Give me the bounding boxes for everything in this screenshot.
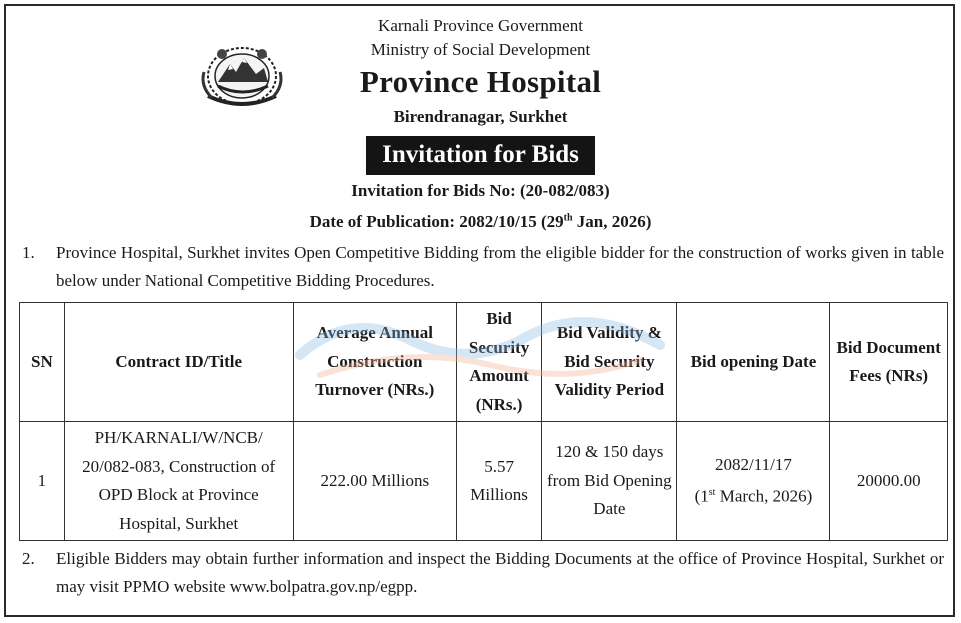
paragraph-2-number: 2. — [22, 549, 35, 568]
table-row — [20, 422, 948, 541]
paragraph-1-text: Province Hospital, Surkhet invites Open Competitive Bidding from the eligible bidder for the construction of works given in table below under National Competitive Bidding Procedures. — [56, 243, 944, 290]
table-header-row — [20, 303, 948, 422]
header-opening: Bid opening Date — [677, 303, 830, 422]
hospital-location: Birendranagar, Surkhet — [393, 107, 568, 126]
government-name: Karnali Province Government — [378, 16, 583, 35]
cell-sn: 1 — [20, 422, 65, 541]
ministry-name: Ministry of Social Development — [370, 40, 591, 59]
publication-date: Date of Publication: 2082/10/15 (29th Jan, 2026) — [309, 212, 652, 231]
bid-table — [19, 302, 948, 541]
cell-validity: 120 & 150 days from Bid Opening Date — [542, 422, 677, 541]
paragraph-1 — [22, 239, 944, 295]
header-contract: Contract ID/Title — [64, 303, 293, 422]
header-validity: Bid Validity & Bid Security Validity Period — [542, 303, 677, 422]
cell-opening: 2082/11/17 (1st March, 2026) — [677, 422, 830, 541]
cell-turnover: 222.00 Millions — [293, 422, 456, 541]
cell-fees: 20000.00 — [830, 422, 948, 541]
bid-number: Invitation for Bids No: (20-082/083) — [351, 181, 610, 200]
paragraph-2-text: Eligible Bidders may obtain further information and inspect the Bidding Documents at the office of Province Hospital, Surkhet or may visit PPMO website www.bolpatra.gov.np/egpp. — [56, 549, 944, 596]
header-sn: SN — [20, 303, 65, 422]
cell-security: 5.57 Millions — [456, 422, 541, 541]
header-fees: Bid Document Fees (NRs) — [830, 303, 948, 422]
paragraph-2 — [22, 545, 944, 601]
hospital-title: Province Hospital — [359, 64, 602, 99]
header-security: Bid Security Amount (NRs.) — [456, 303, 541, 422]
header-turnover: Average Annual Construction Turnover (NRs.) — [293, 303, 456, 422]
paragraph-1-number: 1. — [22, 243, 35, 262]
cell-contract: PH/KARNALI/W/NCB/ 20/082-083, Construction of OPD Block at Province Hospital, Surkhet — [64, 422, 293, 541]
invitation-banner: Invitation for Bids — [366, 136, 595, 175]
